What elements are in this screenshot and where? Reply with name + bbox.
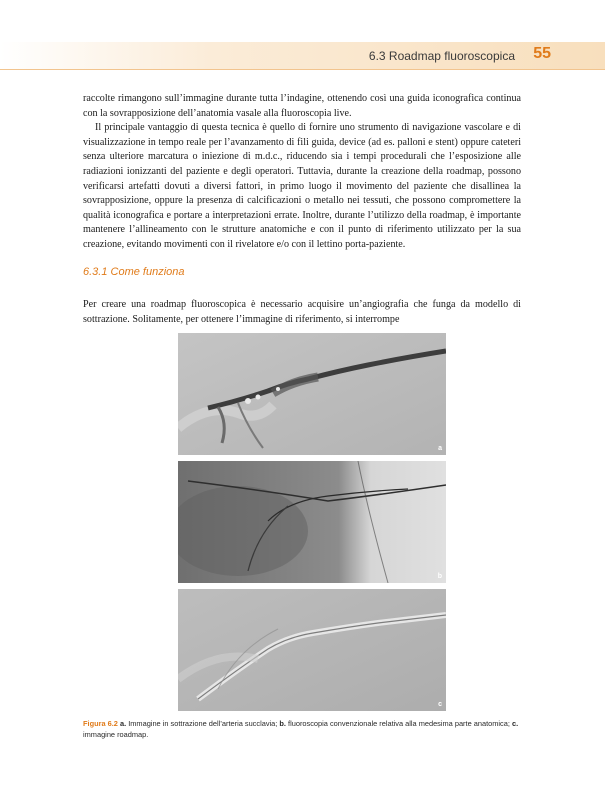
section-heading: 6.3.1 Come funziona	[83, 266, 185, 278]
header-rule	[0, 69, 605, 70]
panel-label-c: c	[438, 701, 442, 708]
body-text	[83, 92, 521, 253]
angiography-image	[178, 333, 446, 455]
caption-key-a: a.	[119, 719, 127, 728]
fluoroscopy-image	[178, 461, 446, 583]
caption-label: Figura 6.2	[83, 719, 118, 728]
caption-text-c: immagine roadmap.	[83, 730, 149, 739]
figure-panel-a	[178, 333, 446, 455]
figure-panel-c	[178, 589, 446, 711]
figure-panel-b	[178, 461, 446, 583]
caption-key-c: c.	[511, 719, 519, 728]
section-paragraph	[83, 288, 521, 337]
figure-caption	[83, 718, 521, 740]
panel-label-b: b	[437, 573, 442, 580]
paragraph: raccolte rimangono sull’immagine durante tutta l’indagine, ottenendo così una guida iconografica continua con la sovrapposizione dell’anatomia vasale alla fluoroscopia live.	[83, 93, 521, 119]
paragraph: Il principale vantaggio di questa tecnica è quello di fornire uno strumento di navigazione vascolare e di visualizzazione in tempo reale per l’avanzamento di fili guida, device (ad es. palloni e stent) oppure cateteri senza ulteriore marcatura o iniezione di m.d.c., riducendo sia i tempi procedurali che l’esposizione alle radiazioni ionizzanti del paziente e degli operatori. Tuttavia, durante la creazione della roadmap, possono verificarsi artefatti dovuti a diversi fattori, in primo luogo il movimento del paziente che disallinea la sovrapposizione, oppure la presenza di calcificazioni o metallo nei tessuti, che possono compromettere la qualità iconografica e portare a interpretazioni errate. Inoltre, durante l’utilizzo della roadmap, è importante mantenere l’allineamento con le strutture anatomiche e con il punto di riferimento utilizzato per la sua creazione, evitando movimenti con il rivelatore e/o con il lettino porta-paziente.	[83, 122, 521, 250]
panel-label-a: a	[438, 445, 442, 452]
page-number: 55	[533, 45, 551, 62]
caption-text-b: fluoroscopia convenzionale relativa alla medesima parte anatomica;	[288, 719, 510, 728]
paragraph: Per creare una roadmap fluoroscopica è necessario acquisire un’angiografia che funga da modello di sottrazione. Solitamente, per ottenere l’immagine di riferimento, si interrompe	[83, 299, 521, 325]
caption-key-b: b.	[279, 719, 286, 728]
roadmap-image	[178, 589, 446, 711]
running-title: 6.3 Roadmap fluoroscopica	[368, 49, 515, 63]
caption-text-a: Immagine in sottrazione dell’arteria succlavia;	[128, 719, 278, 728]
